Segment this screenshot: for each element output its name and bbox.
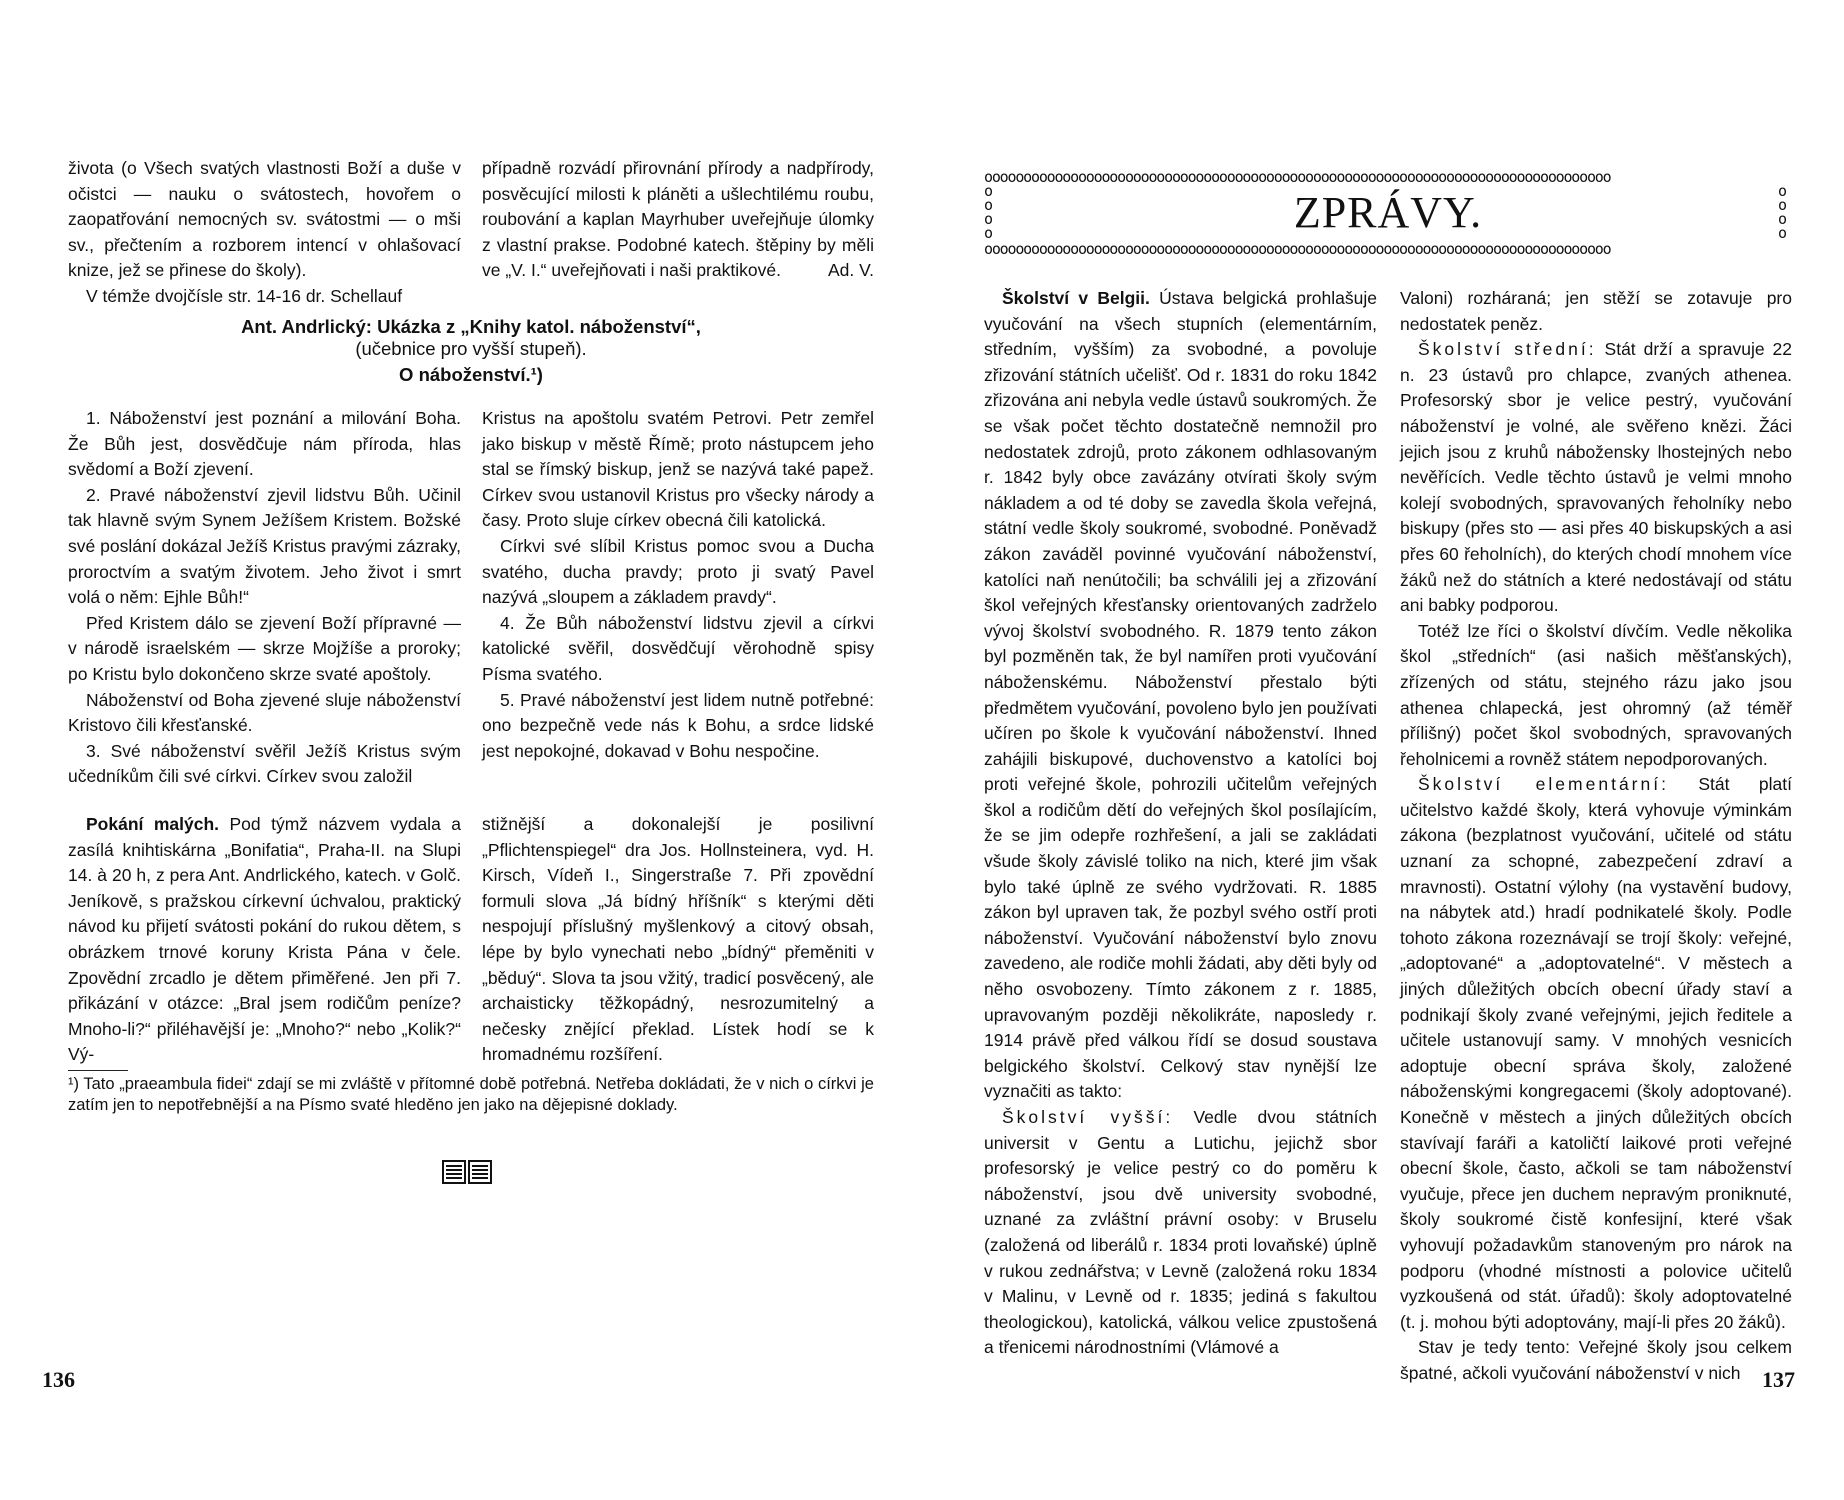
paragraph-text: Vedle dvou státních universit v Gentu a Lutichu, jejichž sbor profesorský je velice pestrý co do poměru k náboženství, jsou dvě university svobodné, uznané za zvláštní právní osoby: v Bruselu (založená od liberálů r. 1834 proti lovaňské) úplně v rukou zednářstva; v Levně (založená roku 1834 v Malinu, v Levně od r. 1835; jediná s fakultou theologickou), katolická, válkou velice zpustošená a třenicemi národnostními (Vlámové a xyxy=(984,1107,1377,1358)
paragraph: 2. Pravé náboženství zjevil lidstvu Bůh. Učinil tak hlavně svým Synem Ježíšem Kristem. Božské své poslání dokázal Ježíš Kristus pravými zázraky, proroctvím a svatým životem. Jeho život i smrt volá o něm: Ejhle Bůh!“ xyxy=(68,484,461,608)
page-number-left: 136 xyxy=(42,1367,75,1392)
paragraph-text: Stát drží a spravuje 22 n. 23 ústavů pro chlapce, zvaných athenea. Profesorský sbor je velice pestrý, vyučování náboženství je volné, ale svěřeno knězi. Žáci jejich jsou z kruhů nábožensky lhostejných nebo nevěřících. Vedle těchto ústavů je velmi mnoho kolejí svobodných, spravovaných řeholníky nebo biskupy (přes sto — asi přes 40 biskupských a asi přes 60 řeholních), do kterých chodí mnohem více žáků než do státních a které nedostávají od státu ani babky podporou. xyxy=(1400,339,1792,616)
heading-subline: (učebnice pro vyšší stupeň). xyxy=(355,338,587,359)
paragraph: Církvi své slíbil Kristus pomoc svou a Ducha svatého, ducha pravdy; proto ji svatý Pavel nazývá „sloupem a základem pravdy“. xyxy=(482,535,874,608)
paragraph xyxy=(1400,337,1792,619)
paragraph: Před Kristem dálo se zjevení Boží přípravné — v národě israelském — skrze Mojžíše a proroky; po Kristu bylo dokončeno skrze svaté apoštoly. xyxy=(68,612,461,684)
article-heading xyxy=(68,316,874,386)
footnote: ¹) Tato „praeambula fidei“ zdají se mi zvláště v přítomné době potřebná. Netřeba dokládati, že v nich o církvi je zatím jen to nepotřebnější a na Písmo svaté hleděno jen jako na dějepisné doklady. xyxy=(68,1075,874,1114)
signature: Ad. V. xyxy=(827,260,874,281)
paragraph: Náboženství od Boha zjevené sluje náboženství Kristovo čili křesťanské. xyxy=(68,689,461,736)
paragraph-title: Školství v Belgii. xyxy=(1002,288,1150,308)
page-number-right: 137 xyxy=(1762,1367,1795,1392)
paragraph-spaced-title: Školství elementární: xyxy=(1418,774,1669,795)
paragraph-text: Ústava belgická prohlašuje vyučování na všech stupních (elementárním, středním, vyšším) za svobodné, a povoluje zřizování státních učelišť. Od r. 1831 do roku 1842 zřizována ani nebyla vedle ústavů soukromých. Že se však počet těchto dostatečně nemnožil pro nedostatek zdrojů, proto zákonem odhlasovaným r. 1842 byly obce zavázány otvírati školy svým nákladem a od té doby se zavedla škola veřejná, státní vedle školy soukromé, svobodné. Poněvadž zákon zaváděl povinné vyučování náboženství, katolíci naň nenútočili; ba schválili jej a zřizování škol veřejných křesťansky orientovaných zadrželo vývoj školství svobodného. R. 1879 tento zákon byl pozměněn tak, že byl namířen proti vyučování náboženskému. Náboženství přestalo býti předmětem vyučování, povoleno bylo jen používati učíren po škole k vyučování náboženství. Ihned zahájili biskupové, duchovenstvo a katolíci boj proti veřejné škole, pohrozili učitelům veřejných škol a rodičům dětí do veřejných škol posílajícím, že se jim odepře rozhřešení, a jali se zakládati všude školy závislé toliko na nich, které jim však bylo také úplně ze svého vydržovati. R. 1885 zákon byl upraven tak, že pozbyl svého ostří proti náboženství. Vyučování náboženství bylo znovu zavedeno, ale rodiče mohli žádati, aby děti byly od něho osvobozeny. Tímto zákonem z r. 1885, upravovaným později několikráte, naposledy r. 1914 právě před válkou řídí se dosud soustava belgického školství. Celkový stav nynější lze vyznačiti as takto: xyxy=(984,288,1378,1102)
paragraph-spaced-title: Školství vyšší: xyxy=(1002,1107,1174,1127)
frame-border-bottom: oooooooooooooooooooooooooooooooooooooooooooooooooooooooooooooooooooooooooooooooo xyxy=(984,242,1611,256)
paragraph: stižnější a dokonalejší je posilivní „Pflichtenspiegel“ dra Jos. Hollnsteinera, vyd. H. Kirsch, Vídeň I., Singerstraße 7. Při zpovědní formuli slova „Já bídný hříšník“ s kterými děti nespojují příslušný myšlenkový a citový obsah, lépe by bylo vynechati nebo „bídný“ přeměniti v „běduý“. Slova ta jsou vžitý, tradicí posvěcený, ale archaisticky těžkopádný, nesrozumitelný a nečesky znějící překlad. Lístek hodí se k hromadnému rozšíření. xyxy=(482,814,874,1065)
paragraph: 1. Náboženství jest poznání a milování Boha. Že Bůh jest, dosvědčuje nám příroda, hlas svědomí a Boží zjevení. xyxy=(68,408,461,480)
paragraph: V témže dvojčísle str. 14-16 dr. Schellauf xyxy=(86,285,403,306)
paragraph: Kristus na apoštolu svatém Petrovi. Petr zemřel jako biskup v městě Římě; proto nástupcem jeho stal se římský biskup, jenž se nazývá také papež. Církev svou ustanovil Kristus pro všecky národy a časy. Proto sluje církev obecná čili katolická. xyxy=(482,408,874,531)
section-title: ZPRÁVY. xyxy=(1293,188,1483,237)
left-mid-column-1 xyxy=(68,406,461,790)
paragraph xyxy=(984,1105,1377,1361)
left-top-column-2 xyxy=(482,156,874,284)
paragraph-text: Stát platí učitelstvo každé školy, která vyhovuje výminkám zákona (bezplatnost vyučování, učitelé od státu uznaní za schopné, zabezpečení zdraví a mravnosti). Ostatní výlohy (na vystavění budovy, na nábytek atd.) hradí podnikatelé školy. Podle tohoto zákona rozeznávají se trojí školy: veřejné, „adoptované“ a „adoptovatelné“. V městech a jiných důležitých obcích obecní úřady staví a podnikají školy zvané veřejnými, jejich ředitele a učitele ustanovují samy. V mnohých vesnicích adoptuje obecní správa školy, založené náboženskými kongregacemi (školy adoptované). Konečně v městech a jiných důležitých obcích stavívají faráři a katoličtí laikové proti veřejné obecní škole, často, ačkoli se tam náboženství vyučuje, přece jen duchem nepravým proniknuté, školy soukromé čistě konfesijní, které však vyhovují požadavkům stanoveným pro nárok na podporu (vhodné místnosti a polovice učitelů vyzkoušená od stát. úřadů): školy adoptovatelné (t. j. mohou býti adoptovány, mají-li přes 20 žáků). xyxy=(1400,774,1793,1332)
paragraph-text: Pod týmž názvem vydala a zasílá knihtiskárna „Bonifatia“, Praha-II. na Slupi 14. à 20 h, z pera Ant. Andrlického, katech. v Golč. Jeníkově, s pražskou církevní úchvalou, praktický návod ku přijetí svátosti pokání do rukou dětem, s obrázkem trnové koruny Krista Pána v čele. Zpovědní zrcadlo je dětem přiměřené. Jen při 7. přikázání v otázce: „Bral jsem rodičům peníze? Mnoho-li?“ přiléhavější je: „Mnoho?“ nebo „Kolik?“ Vý- xyxy=(68,814,461,1065)
paragraph: Totéž lze říci o školství dívčím. Vedle několika škol „středních“ (asi našich měšťanských), zřízených od státu, stejného rázu jako jsou athenea chlapecká, jest ohromný (až téměř přílišný) počet škol svobodných, spravovaných řeholnicemi a rovněž státem nepodporovaných. xyxy=(1400,620,1792,769)
paragraph xyxy=(1400,772,1792,1335)
heading-line: Ant. Andrlický: Ukázka z „Knihy katol. náboženství“, xyxy=(241,316,701,337)
paragraph xyxy=(68,812,461,1068)
left-bottom-column-2 xyxy=(482,812,874,1068)
left-mid-column-2 xyxy=(482,406,874,764)
paragraph-title: Pokání malých. xyxy=(86,814,220,834)
paragraph: případně rozvádí přirovnání přírody a nadpřírody, posvěcující milosti k pláněti a ušlechtilému roubu, roubování a kaplan Mayrhuber uveřejňuje úlomky z vlastní prakse. Podobné katech. štěpiny by měli ve „V. I.“ uveřejňovati i naši praktikové. xyxy=(482,158,874,281)
heading-subtitle: O náboženství.¹) xyxy=(399,364,543,385)
paragraph: 4. Že Bůh náboženství lidstvu zjevil a církvi katolické svěřil, dosvědčují věrohodně spisy Písma svatého. xyxy=(482,612,874,684)
right-column-2 xyxy=(1400,286,1792,1387)
paragraph: 3. Své náboženství svěřil Ježíš Kristus svým učedníkům čili své církvi. Církev svou založil xyxy=(68,740,461,787)
paragraph-spaced-title: Školství střední: xyxy=(1418,339,1597,360)
frame-border-left: o o o o xyxy=(984,182,994,242)
left-bottom-column-1 xyxy=(68,812,461,1068)
frame-border-right: o o o o xyxy=(1778,182,1788,242)
paragraph: Stav je tedy tento: Veřejné školy jsou celkem špatné, ačkoli vyučování náboženství v nich xyxy=(1400,1337,1792,1383)
footnote-rule xyxy=(68,1070,128,1071)
frame-border-top: oooooooooooooooooooooooooooooooooooooooooooooooooooooooooooooooooooooooooooooooo xyxy=(984,170,1611,184)
section-title-frame xyxy=(984,170,1792,256)
paragraph: života (o Všech svatých vlastnosti Boží a duše v očistci — nauku o svátostech, hovořem o zaopatřování nemocných sv. svátostmi — o mši sv., přečtením a rozborem intencí v ohlašovací knize, jež se přinese do školy). xyxy=(68,158,461,281)
ornament-icon xyxy=(442,1160,492,1184)
paragraph xyxy=(984,286,1377,1105)
paragraph: 5. Pravé náboženství jest lidem nutně potřebné: ono bezpečně vede nás k Bohu, a srdce lidské jest nepokojné, dokavad v Bohu nespočine. xyxy=(482,689,874,761)
paragraph: Valoni) rozháraná; jen stěží se zotavuje pro nedostatek peněz. xyxy=(1400,288,1792,334)
left-top-column-1 xyxy=(68,156,461,310)
right-column-1 xyxy=(984,286,1377,1361)
